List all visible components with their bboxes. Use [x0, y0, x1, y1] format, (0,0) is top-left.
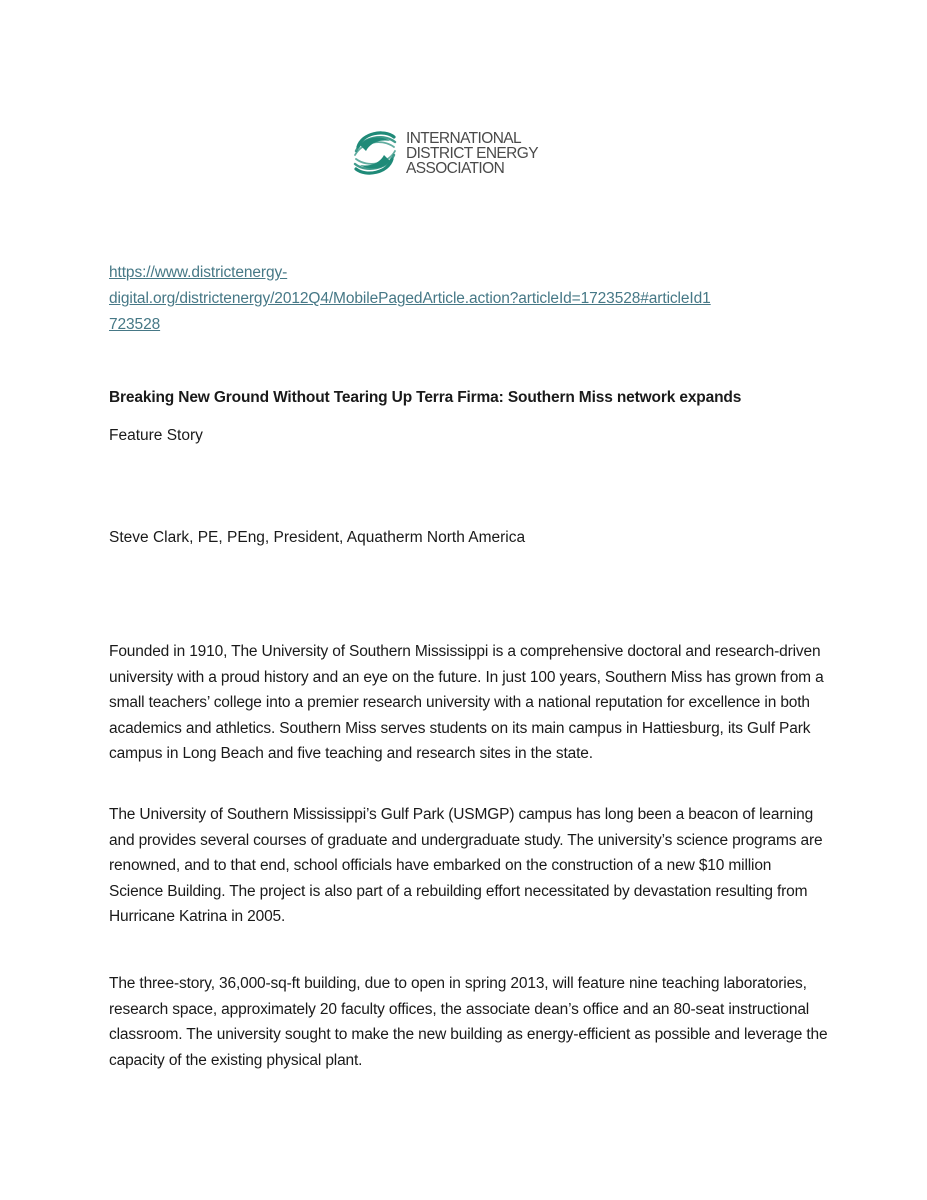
article-byline: Steve Clark, PE, PEng, President, Aquatherm North America	[109, 529, 526, 546]
logo-wordmark: INTERNATIONAL DISTRICT ENERGY ASSOCIATION	[406, 129, 538, 177]
article-source-link[interactable]: https://www.districtenergy- digital.org/districtenergy/2012Q4/MobilePagedArticle.action?articleId=1723528#articleId1 723528	[109, 264, 711, 333]
body-paragraph: The University of Southern Mississippi’s Gulf Park (USMGP) campus has long been a beacon of learning and provides several courses of graduate and undergraduate study. The university’s science programs are renowned, and to that end, school officials have embarked on the construction of a new $10 million Science Building. The project is also part of a rebuilding effort necessitated by devastation resulting from Hurricane Katrina in 2005.	[109, 806, 823, 925]
article-category: Feature Story	[109, 427, 203, 444]
swirl-logo-icon	[350, 125, 400, 181]
idea-logo	[350, 124, 560, 182]
body-paragraph: Founded in 1910, The University of Southern Mississippi is a comprehensive doctoral and research-driven university with a proud history and an eye on the future. In just 100 years, Southern Miss has grown from a small teachers’ college into a premier research university with a national reputation for excellence in both academics and athletics. Southern Miss serves students on its main campus in Hattiesburg, its Gulf Park campus in Long Beach and five teaching and research sites in the state.	[109, 643, 824, 762]
article-title: Breaking New Ground Without Tearing Up Terra Firma: Southern Miss network expands	[109, 389, 742, 406]
body-paragraph: The three-story, 36,000-sq-ft building, due to open in spring 2013, will feature nine teaching laboratories, research space, approximately 20 faculty offices, the associate dean’s office and an 80-seat instructional classroom. The university sought to make the new building as energy-efficient as possible and leverage the capacity of the existing physical plant.	[109, 975, 828, 1069]
